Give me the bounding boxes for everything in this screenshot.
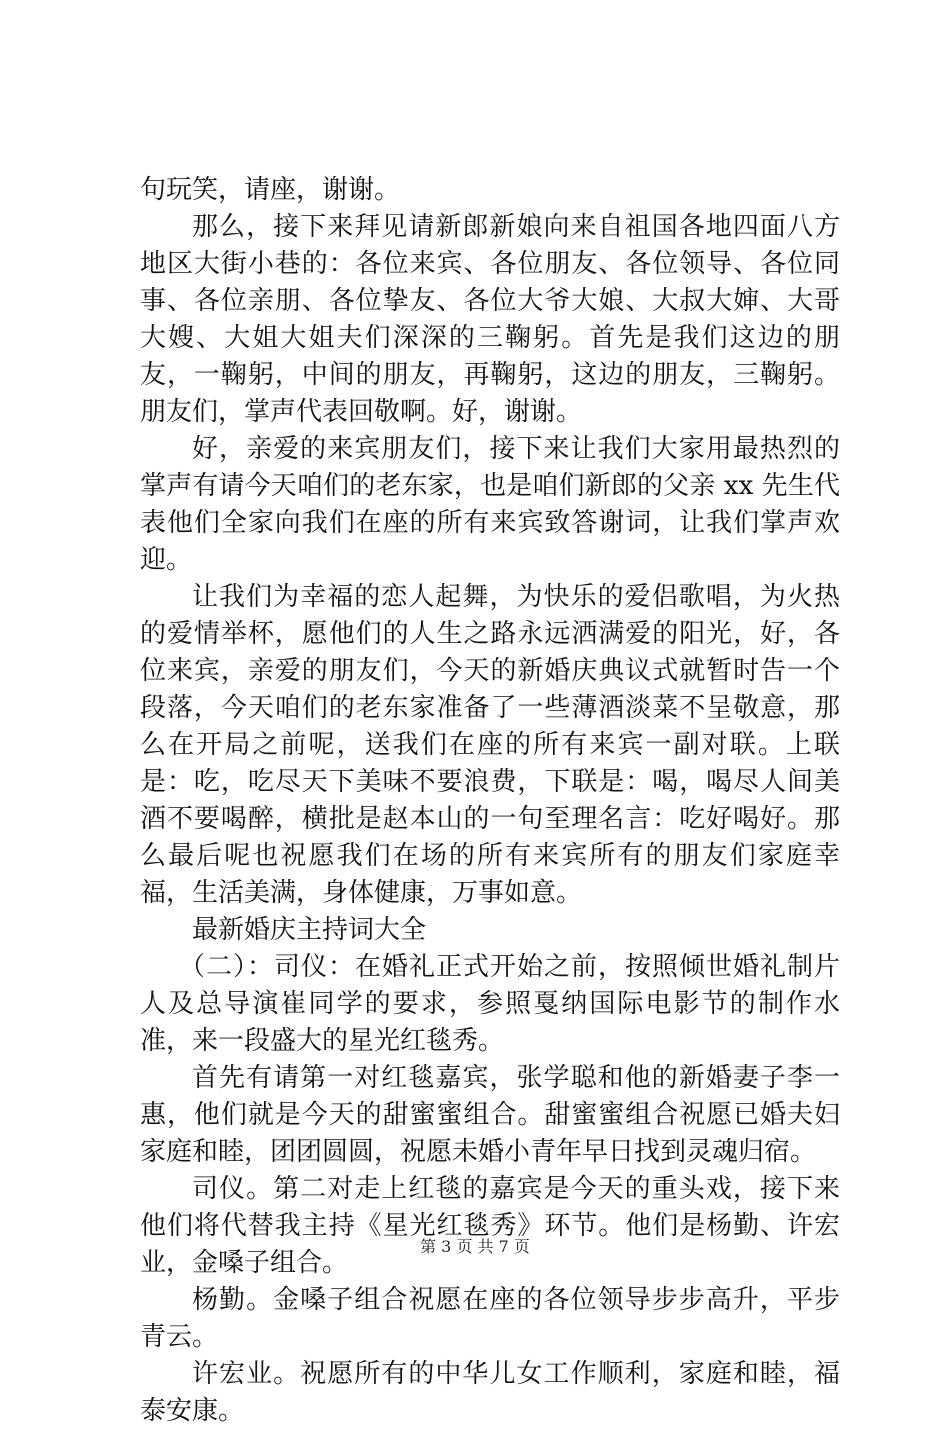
section-heading: 最新婚庆主持词大全 — [192, 915, 427, 945]
paragraph: 司仪。第二对走上红毯的嘉宾是今天的重头戏，接下来他们将代替我主持《星光红毯秀》环节。他们是杨勤、许宏业，金嗓子组合。 — [140, 1174, 840, 1278]
paragraph: 句玩笑，请座，谢谢。 — [140, 175, 401, 205]
paragraph: 杨勤。金嗓子组合祝愿在座的各位领导步步高升，平步青云。 — [140, 1285, 840, 1352]
page-number-footer: 第 3 页 共 7 页 — [420, 1237, 530, 1256]
paragraph: （二）：司仪：在婚礼正式开始之前，按照倾世婚礼制片人及总导演崔同学的要求，参照戛纳国际电影节的制作水准，来一段盛大的星光红毯秀。 — [140, 952, 840, 1056]
paragraph: 让我们为幸福的恋人起舞，为快乐的爱侣歌唱，为火热的爱情举杯，愿他们的人生之路永远洒满爱的阳光，好，各位来宾，亲爱的朋友们，今天的新婚庆典议式就暂时告一个段落，今天咱们的老东家准备了一些薄酒淡菜不呈敬意，那么在开局之前呢，送我们在座的所有来宾一副对联。上联是：吃，吃尽天下美味不要浪费，下联是：喝，喝尽人间美酒不要喝醉，横批是赵本山的一句至理名言：吃好喝好。那么最后呢也祝愿我们在场的所有来宾所有的朋友们家庭幸福，生活美满，身体健康，万事如意。 — [140, 582, 840, 908]
paragraph: 那么，接下来拜见请新郎新娘向来自祖国各地四面八方地区大街小巷的：各位来宾、各位朋友、各位领导、各位同事、各位亲朋、各位挚友、各位大爷大娘、大叔大婶、大哥大嫂、大姐大姐夫们深深的三鞠躬。首先是我们这边的朋友，一鞠躬，中间的朋友，再鞠躬，这边的朋友，三鞠躬。朋友们，掌声代表回敬啊。好，谢谢。 — [140, 212, 840, 427]
paragraph: 首先有请第一对红毯嘉宾，张学聪和他的新婚妻子李一惠，他们就是今天的甜蜜蜜组合。甜蜜蜜组合祝愿已婚夫妇家庭和睦，团团圆圆，祝愿未婚小青年早日找到灵魂归宿。 — [140, 1063, 840, 1167]
paragraph: 好，亲爱的来宾朋友们，接下来让我们大家用最热烈的掌声有请今天咱们的老东家，也是咱们新郎的父亲 xx 先生代表他们全家向我们在座的所有来宾致答谢词，让我们掌声欢迎。 — [140, 434, 840, 575]
paragraph: 许宏业。祝愿所有的中华儿女工作顺利，家庭和睦，福泰安康。 — [140, 1359, 840, 1426]
